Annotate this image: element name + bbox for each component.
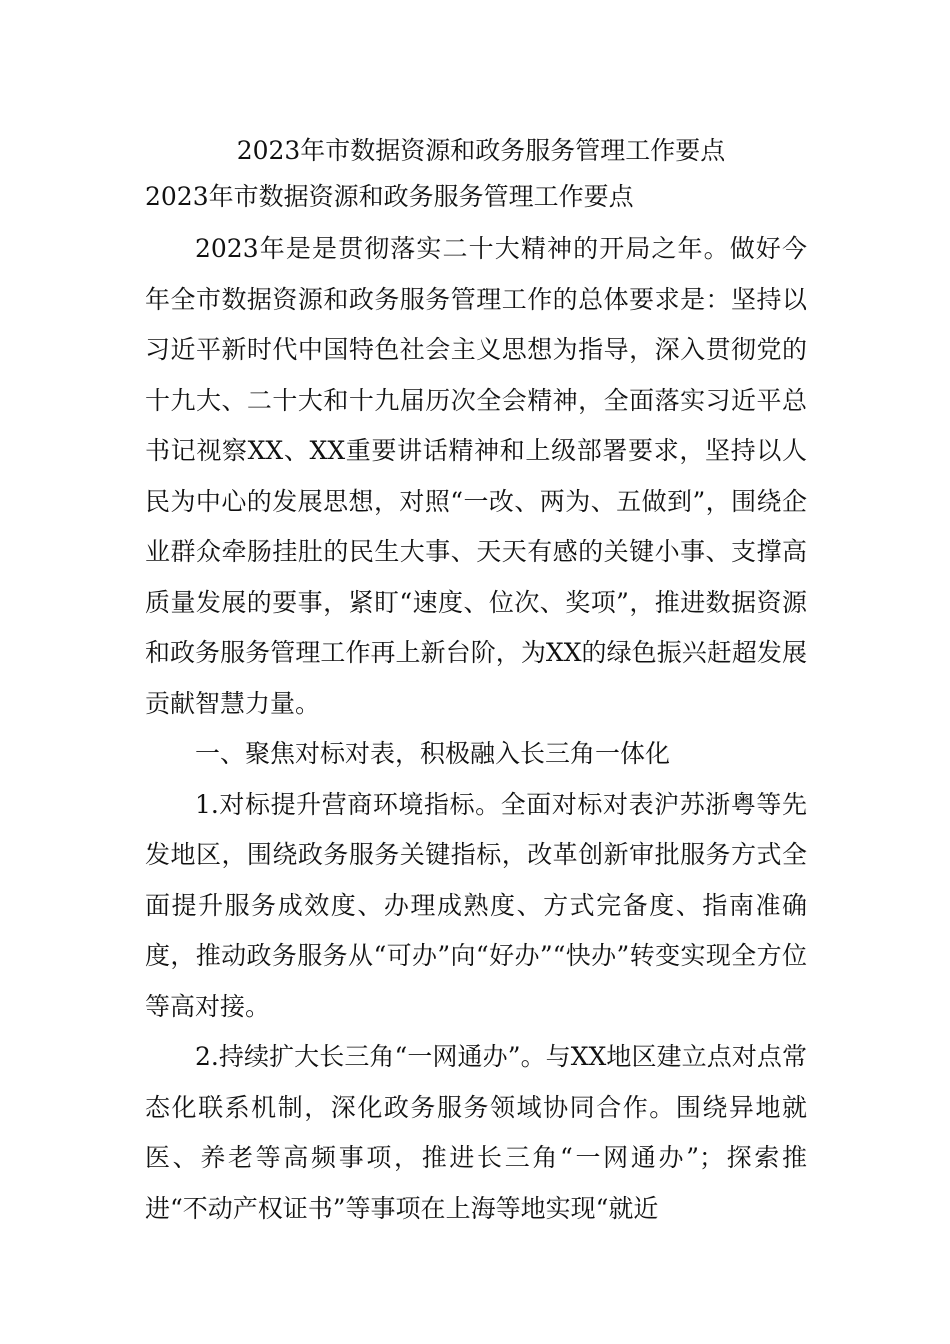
- item-paragraph-1: 1.对标提升营商环境指标。全面对标对表沪苏浙粤等先发地区，围绕政务服务关键指标，改革创新审批服务方式全面提升服务成效度、办理成熟度、方式完备度、指南准确度，推动政务服务从“可办”向“好办”“快办”转变实现全方位等高对接。: [145, 789, 807, 1021]
- document-title-centered: 2023年市数据资源和政务服务管理工作要点: [236, 136, 726, 165]
- item-paragraph-2: 2.持续扩大长三角“一网通办”。与XX地区建立点对点常态化联系机制，深化政务服务领域协同合作。围绕异地就医、养老等高频事项，推进长三角“一网通办”；探索推进“不动产权证书”等事项在上海等地实现“就近: [145, 1042, 807, 1223]
- document-title-left: 2023年市数据资源和政务服务管理工作要点: [145, 182, 634, 211]
- document-body: [145, 128, 807, 1234]
- section-heading-1: 一、聚焦对标对表，积极融入长三角一体化: [195, 739, 671, 768]
- intro-paragraph: 2023年是是贯彻落实二十大精神的开局之年。做好今年全市数据资源和政务服务管理工作的总体要求是：坚持以习近平新时代中国特色社会主义思想为指导，深入贯彻党的十九大、二十大和十九届历次全会精神，全面落实习近平总书记视察XX、XX重要讲话精神和上级部署要求，坚持以人民为中心的发展思想，对照“一改、两为、五做到”，围绕企业群众牵肠挂肚的民生大事、天天有感的关键小事、支撑高质量发展的要事，紧盯“速度、位次、奖项”，推进数据资源和政务服务管理工作再上新台阶，为XX的绿色振兴赶超发展贡献智慧力量。: [145, 234, 807, 718]
